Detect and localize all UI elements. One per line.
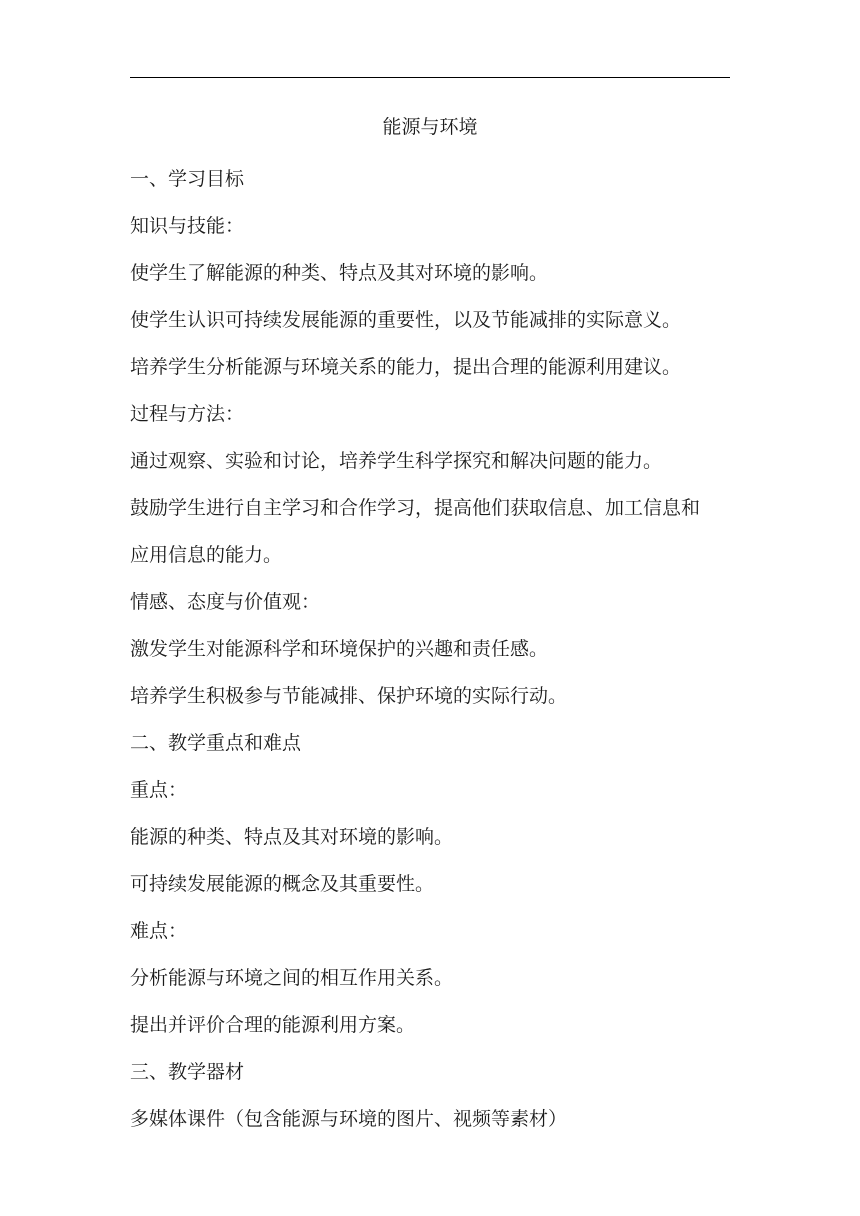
subheading-knowledge-skills: 知识与技能：	[130, 215, 245, 237]
paragraph: 提出并评价合理的能源利用方案。	[130, 1014, 416, 1036]
paragraph: 培养学生积极参与节能减排、保护环境的实际行动。	[130, 685, 568, 707]
document-body	[130, 156, 732, 1143]
header-rule	[130, 77, 730, 78]
subheading-difficulties: 难点：	[130, 920, 188, 942]
paragraph: 使学生认识可持续发展能源的重要性，以及节能减排的实际意义。	[130, 309, 682, 331]
paragraph: 应用信息的能力。	[130, 544, 283, 566]
paragraph: 分析能源与环境之间的相互作用关系。	[130, 967, 454, 989]
paragraph: 通过观察、实验和讨论，培养学生科学探究和解决问题的能力。	[130, 450, 663, 472]
paragraph: 多媒体课件（包含能源与环境的图片、视频等素材）	[130, 1108, 568, 1130]
subheading-process-methods: 过程与方法：	[130, 403, 245, 425]
document-title: 能源与环境	[382, 116, 478, 138]
section-heading-key-points: 二、教学重点和难点	[130, 732, 302, 754]
section-heading-equipment: 三、教学器材	[130, 1061, 245, 1083]
paragraph: 鼓励学生进行自主学习和合作学习，提高他们获取信息、加工信息和	[130, 497, 701, 519]
paragraph: 使学生了解能源的种类、特点及其对环境的影响。	[130, 262, 549, 284]
paragraph: 能源的种类、特点及其对环境的影响。	[130, 826, 454, 848]
paragraph: 激发学生对能源科学和环境保护的兴趣和责任感。	[130, 638, 549, 660]
paragraph: 培养学生分析能源与环境关系的能力，提出合理的能源利用建议。	[130, 356, 682, 378]
section-heading-learning-goals: 一、学习目标	[130, 168, 245, 190]
subheading-focus: 重点：	[130, 779, 188, 801]
subheading-attitudes-values: 情感、态度与价值观：	[130, 591, 321, 613]
paragraph: 可持续发展能源的概念及其重要性。	[130, 873, 435, 895]
